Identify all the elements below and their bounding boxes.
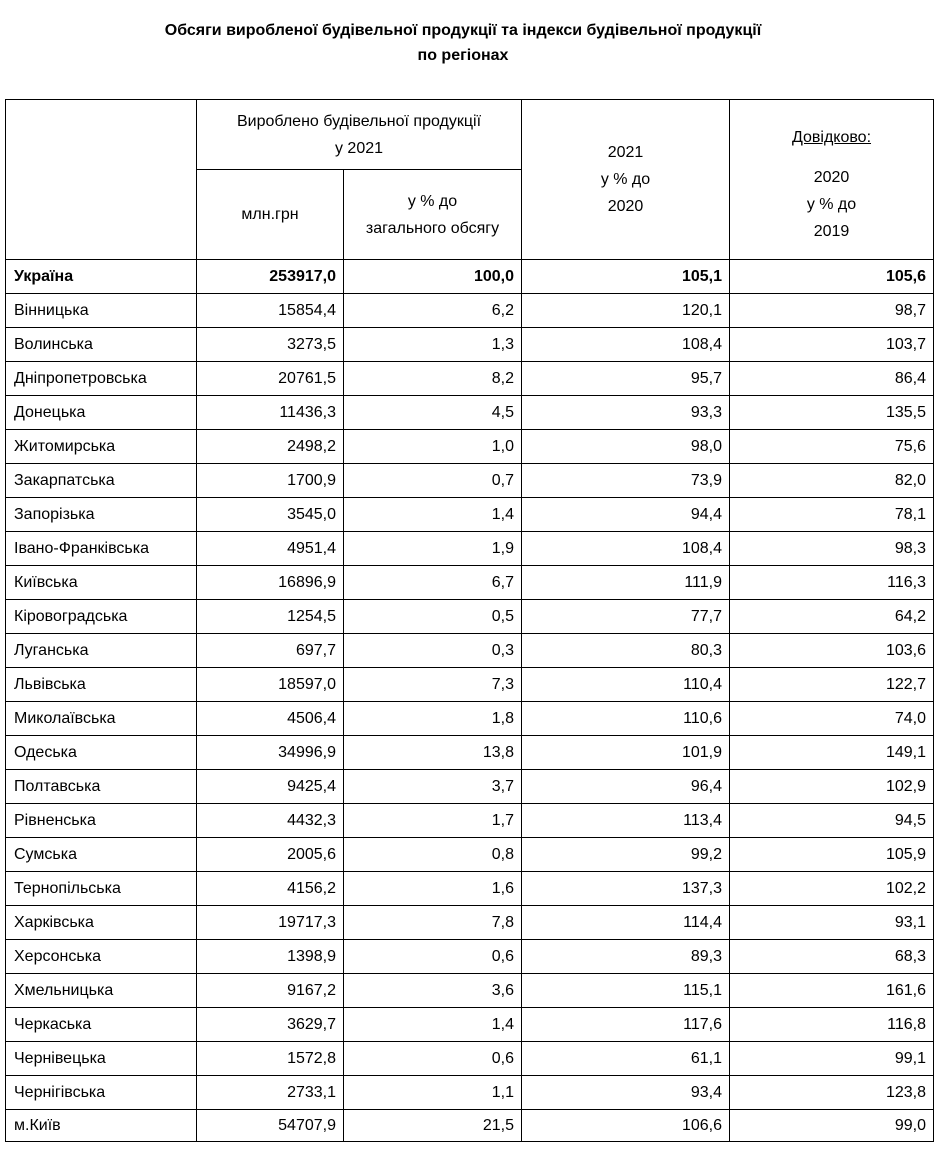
index-2021-cell: 61,1 xyxy=(522,1042,730,1076)
share-percent-cell: 0,6 xyxy=(344,1042,522,1076)
index-2020-cell: 82,0 xyxy=(730,464,934,498)
share-percent-cell: 100,0 xyxy=(344,260,522,294)
header-2021-line-2: у % до xyxy=(600,171,651,188)
index-2020-cell: 64,2 xyxy=(730,600,934,634)
index-2021-cell: 93,3 xyxy=(522,396,730,430)
region-cell: Херсонська xyxy=(6,940,197,974)
mln-uah-cell: 697,7 xyxy=(197,634,344,668)
index-2020-cell: 86,4 xyxy=(730,362,934,396)
table-row xyxy=(6,362,934,396)
share-percent-cell: 1,7 xyxy=(344,804,522,838)
header-share-line-2: загального обсягу xyxy=(365,219,500,237)
mln-uah-cell: 15854,4 xyxy=(197,294,344,328)
share-percent-cell: 8,2 xyxy=(344,362,522,396)
index-2020-cell: 105,9 xyxy=(730,838,934,872)
share-percent-cell: 0,6 xyxy=(344,940,522,974)
index-2021-cell: 137,3 xyxy=(522,872,730,906)
table-row xyxy=(6,940,934,974)
index-2021-cell: 117,6 xyxy=(522,1008,730,1042)
region-cell: Тернопільська xyxy=(6,872,197,906)
table-row xyxy=(6,532,934,566)
mln-uah-cell: 54707,9 xyxy=(197,1110,344,1142)
mln-uah-cell: 34996,9 xyxy=(197,736,344,770)
mln-uah-cell: 11436,3 xyxy=(197,396,344,430)
index-2020-cell: 122,7 xyxy=(730,668,934,702)
index-2020-cell: 68,3 xyxy=(730,940,934,974)
share-percent-cell: 1,3 xyxy=(344,328,522,362)
table-row xyxy=(6,804,934,838)
index-2020-cell: 105,6 xyxy=(730,260,934,294)
share-percent-cell: 1,8 xyxy=(344,702,522,736)
header-region-cell xyxy=(6,100,197,260)
index-2020-cell: 78,1 xyxy=(730,498,934,532)
index-2020-cell: 98,3 xyxy=(730,532,934,566)
index-2020-cell: 149,1 xyxy=(730,736,934,770)
region-cell: Луганська xyxy=(6,634,197,668)
header-produced-group xyxy=(197,100,522,170)
header-share-percent xyxy=(344,170,522,260)
table-row xyxy=(6,838,934,872)
mln-uah-cell: 9167,2 xyxy=(197,974,344,1008)
index-2020-cell: 93,1 xyxy=(730,906,934,940)
header-produced-line-2: у 2021 xyxy=(334,139,384,157)
mln-uah-cell: 2498,2 xyxy=(197,430,344,464)
table-row-total xyxy=(6,260,934,294)
share-percent-cell: 6,7 xyxy=(344,566,522,600)
table-row xyxy=(6,634,934,668)
region-cell: Чернігівська xyxy=(6,1076,197,1110)
index-2020-cell: 94,5 xyxy=(730,804,934,838)
region-cell: Київська xyxy=(6,566,197,600)
table-row xyxy=(6,974,934,1008)
share-percent-cell: 1,4 xyxy=(344,498,522,532)
index-2021-cell: 77,7 xyxy=(522,600,730,634)
index-2020-cell: 99,1 xyxy=(730,1042,934,1076)
table-row xyxy=(6,430,934,464)
share-percent-cell: 1,9 xyxy=(344,532,522,566)
header-reference-line-3: 2019 xyxy=(813,223,850,240)
header-mln-uah xyxy=(197,170,344,260)
region-cell: Харківська xyxy=(6,906,197,940)
region-cell: Рівненська xyxy=(6,804,197,838)
region-cell: Житомирська xyxy=(6,430,197,464)
index-2021-cell: 98,0 xyxy=(522,430,730,464)
index-2020-cell: 103,7 xyxy=(730,328,934,362)
index-2020-cell: 116,8 xyxy=(730,1008,934,1042)
page-title xyxy=(0,18,926,68)
index-2020-cell: 99,0 xyxy=(730,1110,934,1142)
share-percent-cell: 0,3 xyxy=(344,634,522,668)
index-2020-cell: 98,7 xyxy=(730,294,934,328)
region-cell: Чернівецька xyxy=(6,1042,197,1076)
share-percent-cell: 6,2 xyxy=(344,294,522,328)
table-row xyxy=(6,668,934,702)
mln-uah-cell: 253917,0 xyxy=(197,260,344,294)
index-2021-cell: 108,4 xyxy=(522,328,730,362)
share-percent-cell: 0,8 xyxy=(344,838,522,872)
region-cell: Львівська xyxy=(6,668,197,702)
index-2021-cell: 99,2 xyxy=(522,838,730,872)
table-row xyxy=(6,1042,934,1076)
share-percent-cell: 7,8 xyxy=(344,906,522,940)
table-header xyxy=(6,100,934,260)
share-percent-cell: 1,4 xyxy=(344,1008,522,1042)
table-row xyxy=(6,1076,934,1110)
share-percent-cell: 7,3 xyxy=(344,668,522,702)
share-percent-cell: 3,6 xyxy=(344,974,522,1008)
index-2021-cell: 120,1 xyxy=(522,294,730,328)
region-cell: Черкаська xyxy=(6,1008,197,1042)
title-line-2: по регіонах xyxy=(417,47,509,64)
table-row xyxy=(6,702,934,736)
mln-uah-cell: 18597,0 xyxy=(197,668,344,702)
index-2021-cell: 106,6 xyxy=(522,1110,730,1142)
index-2021-cell: 101,9 xyxy=(522,736,730,770)
region-cell: Дніпропетровська xyxy=(6,362,197,396)
index-2020-cell: 135,5 xyxy=(730,396,934,430)
index-2021-cell: 95,7 xyxy=(522,362,730,396)
mln-uah-cell: 2733,1 xyxy=(197,1076,344,1110)
mln-uah-cell: 19717,3 xyxy=(197,906,344,940)
mln-uah-cell: 9425,4 xyxy=(197,770,344,804)
mln-uah-cell: 3545,0 xyxy=(197,498,344,532)
index-2020-cell: 102,2 xyxy=(730,872,934,906)
share-percent-cell: 21,5 xyxy=(344,1110,522,1142)
index-2021-cell: 115,1 xyxy=(522,974,730,1008)
index-2021-cell: 114,4 xyxy=(522,906,730,940)
share-percent-cell: 0,5 xyxy=(344,600,522,634)
index-2021-cell: 93,4 xyxy=(522,1076,730,1110)
region-cell: Миколаївська xyxy=(6,702,197,736)
region-cell: Полтавська xyxy=(6,770,197,804)
index-2020-cell: 74,0 xyxy=(730,702,934,736)
region-cell: Кіровоградська xyxy=(6,600,197,634)
region-cell: Вінницька xyxy=(6,294,197,328)
mln-uah-cell: 4432,3 xyxy=(197,804,344,838)
index-2021-cell: 110,4 xyxy=(522,668,730,702)
header-2021-vs-2020 xyxy=(522,100,730,260)
title-line-1: Обсяги виробленої будівельної продукції та індекси будівельної продукції xyxy=(164,22,762,39)
index-2020-cell: 103,6 xyxy=(730,634,934,668)
mln-uah-cell: 4156,2 xyxy=(197,872,344,906)
table-row xyxy=(6,328,934,362)
mln-uah-cell: 1254,5 xyxy=(197,600,344,634)
index-2020-cell: 161,6 xyxy=(730,974,934,1008)
table-row xyxy=(6,1008,934,1042)
index-2021-cell: 108,4 xyxy=(522,532,730,566)
table-row xyxy=(6,600,934,634)
table-row xyxy=(6,872,934,906)
mln-uah-cell: 20761,5 xyxy=(197,362,344,396)
index-2021-cell: 73,9 xyxy=(522,464,730,498)
header-reference-label: Довідково: xyxy=(791,129,872,146)
mln-uah-cell: 2005,6 xyxy=(197,838,344,872)
table-row xyxy=(6,1110,934,1142)
table-row xyxy=(6,294,934,328)
index-2020-cell: 102,9 xyxy=(730,770,934,804)
index-2021-cell: 80,3 xyxy=(522,634,730,668)
table-row xyxy=(6,906,934,940)
table-body xyxy=(6,260,934,1142)
header-2021-line-3: 2020 xyxy=(607,198,644,215)
header-2021-line-1: 2021 xyxy=(607,144,644,161)
index-2021-cell: 96,4 xyxy=(522,770,730,804)
header-produced-line-1: Вироблено будівельної продукції xyxy=(236,112,482,130)
table-row xyxy=(6,498,934,532)
mln-uah-cell: 1700,9 xyxy=(197,464,344,498)
region-cell: Волинська xyxy=(6,328,197,362)
index-2021-cell: 89,3 xyxy=(522,940,730,974)
share-percent-cell: 1,6 xyxy=(344,872,522,906)
table-row xyxy=(6,566,934,600)
table-row xyxy=(6,464,934,498)
mln-uah-cell: 3273,5 xyxy=(197,328,344,362)
table-row xyxy=(6,396,934,430)
share-percent-cell: 0,7 xyxy=(344,464,522,498)
table-row xyxy=(6,736,934,770)
region-cell: Івано-Франківська xyxy=(6,532,197,566)
region-cell: м.Київ xyxy=(6,1110,197,1142)
header-share-line-1: у % до xyxy=(407,192,458,210)
share-percent-cell: 1,1 xyxy=(344,1076,522,1110)
header-reference xyxy=(730,100,934,260)
share-percent-cell: 3,7 xyxy=(344,770,522,804)
index-2021-cell: 110,6 xyxy=(522,702,730,736)
mln-uah-cell: 4506,4 xyxy=(197,702,344,736)
index-2020-cell: 75,6 xyxy=(730,430,934,464)
mln-uah-cell: 3629,7 xyxy=(197,1008,344,1042)
region-cell: Запорізька xyxy=(6,498,197,532)
index-2021-cell: 113,4 xyxy=(522,804,730,838)
table-row xyxy=(6,770,934,804)
header-reference-line-1: 2020 xyxy=(813,169,850,186)
region-cell: Донецька xyxy=(6,396,197,430)
regions-table xyxy=(5,99,934,1142)
header-mln-uah-label: млн.грн xyxy=(241,206,299,223)
share-percent-cell: 1,0 xyxy=(344,430,522,464)
index-2021-cell: 111,9 xyxy=(522,566,730,600)
mln-uah-cell: 1398,9 xyxy=(197,940,344,974)
region-cell: Сумська xyxy=(6,838,197,872)
region-cell: Україна xyxy=(6,260,197,294)
share-percent-cell: 13,8 xyxy=(344,736,522,770)
region-cell: Одеська xyxy=(6,736,197,770)
region-cell: Хмельницька xyxy=(6,974,197,1008)
mln-uah-cell: 1572,8 xyxy=(197,1042,344,1076)
index-2020-cell: 123,8 xyxy=(730,1076,934,1110)
mln-uah-cell: 16896,9 xyxy=(197,566,344,600)
mln-uah-cell: 4951,4 xyxy=(197,532,344,566)
share-percent-cell: 4,5 xyxy=(344,396,522,430)
index-2020-cell: 116,3 xyxy=(730,566,934,600)
index-2021-cell: 94,4 xyxy=(522,498,730,532)
index-2021-cell: 105,1 xyxy=(522,260,730,294)
region-cell: Закарпатська xyxy=(6,464,197,498)
header-reference-line-2: у % до xyxy=(806,196,857,213)
